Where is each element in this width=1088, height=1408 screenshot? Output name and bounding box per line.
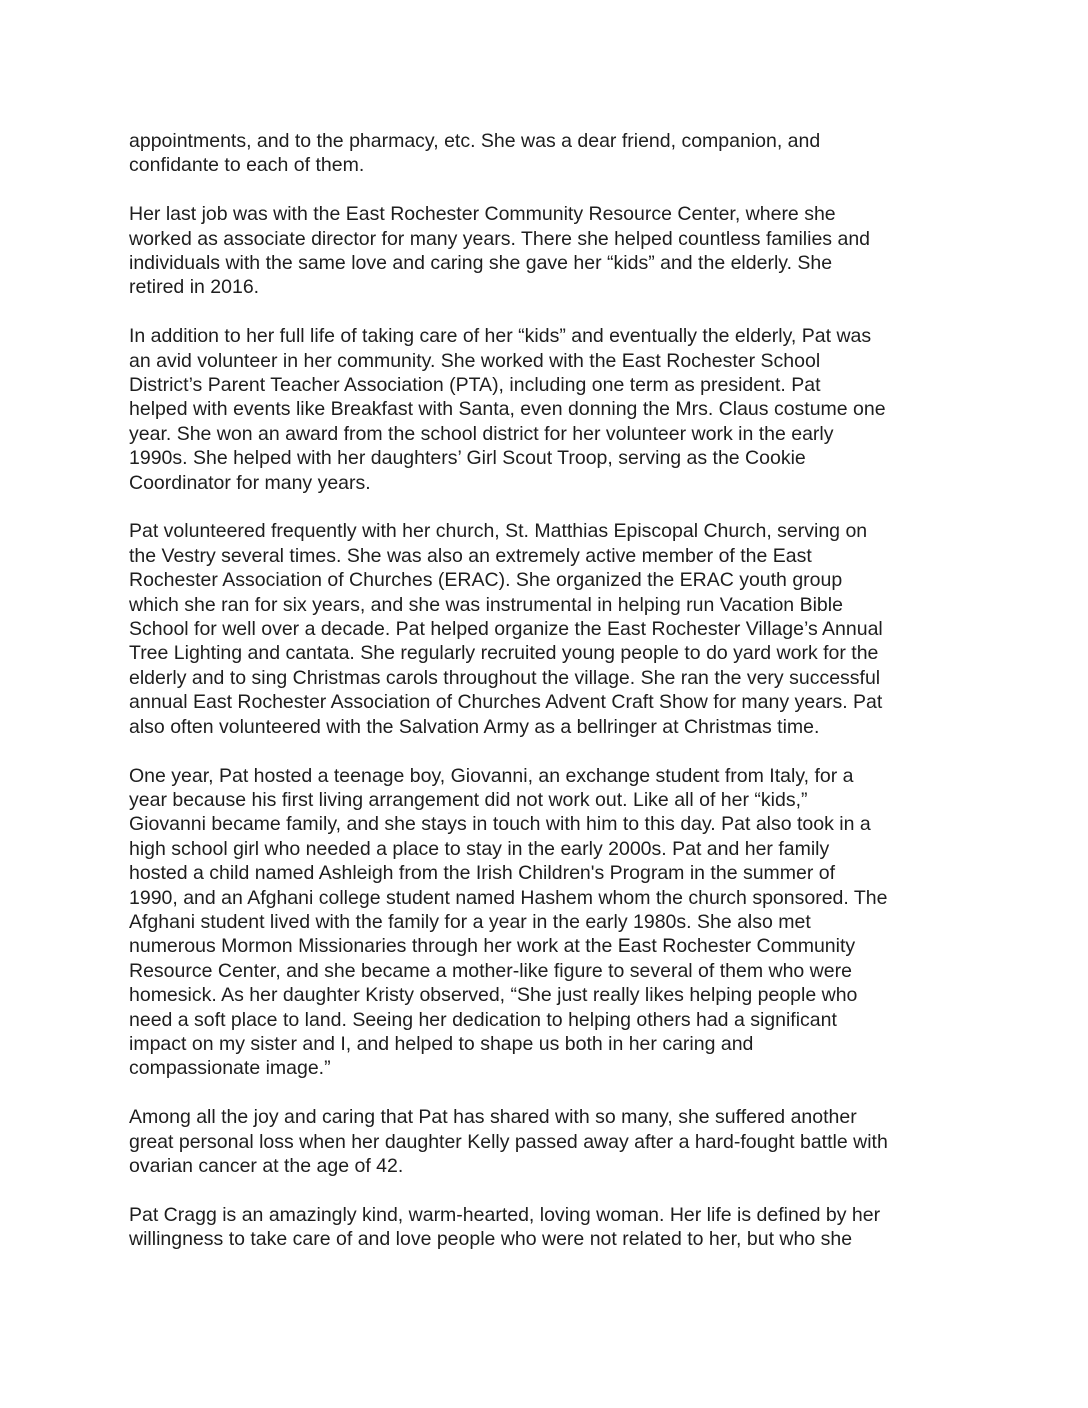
text-line: Resource Center, and she became a mother-like figure to several of them who were: [129, 959, 852, 982]
paragraph-summary: [129, 1203, 974, 1252]
text-line: One year, Pat hosted a teenage boy, Giovanni, an exchange student from Italy, for a: [129, 764, 854, 787]
text-line: elderly and to sing Christmas carols throughout the village. She ran the very successful: [129, 666, 881, 689]
paragraph-hosted: [129, 764, 974, 1081]
text-line: which she ran for six years, and she was instrumental in helping run Vacation Bible: [129, 593, 843, 616]
text-line: also often volunteered with the Salvation Army as a bellringer at Christmas time.: [129, 715, 820, 738]
text-line: ovarian cancer at the age of 42.: [129, 1154, 404, 1177]
text-line: Afghani student lived with the family for a year in the early 1980s. She also met: [129, 910, 811, 933]
document-page: [129, 129, 974, 1276]
text-line: 1990, and an Afghani college student named Hashem whom the church sponsored. The: [129, 886, 888, 909]
text-line: individuals with the same love and caring she gave her “kids” and the elderly. She: [129, 252, 833, 275]
text-line: 1990s. She helped with her daughters’ Girl Scout Troop, serving as the Cookie: [129, 447, 806, 470]
text-line: Tree Lighting and cantata. She regularly recruited young people to do yard work for the: [129, 642, 879, 665]
text-line: worked as associate director for many years. There she helped countless families and: [129, 227, 871, 250]
text-line: School for well over a decade. Pat helped organize the East Rochester Village’s Annual: [129, 618, 883, 641]
paragraph-loss: [129, 1105, 974, 1178]
text-line: confidante to each of them.: [129, 154, 365, 177]
text-line: retired in 2016.: [129, 276, 260, 299]
paragraph-volunteer: [129, 324, 974, 495]
text-line: Pat volunteered frequently with her church, St. Matthias Episcopal Church, serving on: [129, 520, 868, 543]
text-line: numerous Mormon Missionaries through her work at the East Rochester Community: [129, 935, 856, 958]
text-line: District’s Parent Teacher Association (PTA), including one term as president. Pat: [129, 374, 821, 397]
text-line: Rochester Association of Churches (ERAC). She organized the ERAC youth group: [129, 569, 843, 592]
text-line: impact on my sister and I, and helped to shape us both in her caring and: [129, 1032, 754, 1055]
paragraph-appointments: [129, 129, 974, 178]
text-line: homesick. As her daughter Kristy observed, “She just really likes helping people who: [129, 984, 858, 1007]
text-line: appointments, and to the pharmacy, etc. She was a dear friend, companion, and: [129, 130, 821, 152]
text-line: Giovanni became family, and she stays in touch with him to this day. Pat also took in a: [129, 813, 871, 836]
text-line: Coordinator for many years.: [129, 471, 371, 494]
text-line: helped with events like Breakfast with Santa, even donning the Mrs. Claus costume one: [129, 398, 886, 421]
text-line: year. She won an award from the school district for her volunteer work in the early: [129, 422, 834, 445]
text-line: high school girl who needed a place to stay in the early 2000s. Pat and her family: [129, 837, 830, 860]
paragraph-last-job: [129, 202, 974, 300]
text-line: great personal loss when her daughter Kelly passed away after a hard-fought battle with: [129, 1130, 888, 1153]
text-line: In addition to her full life of taking care of her “kids” and eventually the elderly, Pat was: [129, 325, 872, 348]
text-line: annual East Rochester Association of Churches Advent Craft Show for many years. Pat: [129, 691, 883, 714]
text-line: hosted a child named Ashleigh from the Irish Children's Program in the summer of: [129, 862, 836, 885]
text-line: year because his first living arrangement did not work out. Like all of her “kids,”: [129, 788, 808, 811]
text-line: Pat Cragg is an amazingly kind, warm-hearted, loving woman. Her life is defined by her: [129, 1203, 881, 1226]
text-line: an avid volunteer in her community. She worked with the East Rochester School: [129, 349, 821, 372]
text-line: the Vestry several times. She was also an extremely active member of the East: [129, 544, 812, 567]
text-line: Her last job was with the East Rochester Community Resource Center, where she: [129, 203, 836, 226]
text-line: need a soft place to land. Seeing her dedication to helping others had a significant: [129, 1008, 837, 1031]
text-line: Among all the joy and caring that Pat has shared with so many, she suffered another: [129, 1106, 857, 1129]
text-line: willingness to take care of and love people who were not related to her, but who she: [129, 1228, 853, 1251]
text-line: compassionate image.”: [129, 1057, 331, 1080]
paragraph-church: [129, 519, 974, 739]
